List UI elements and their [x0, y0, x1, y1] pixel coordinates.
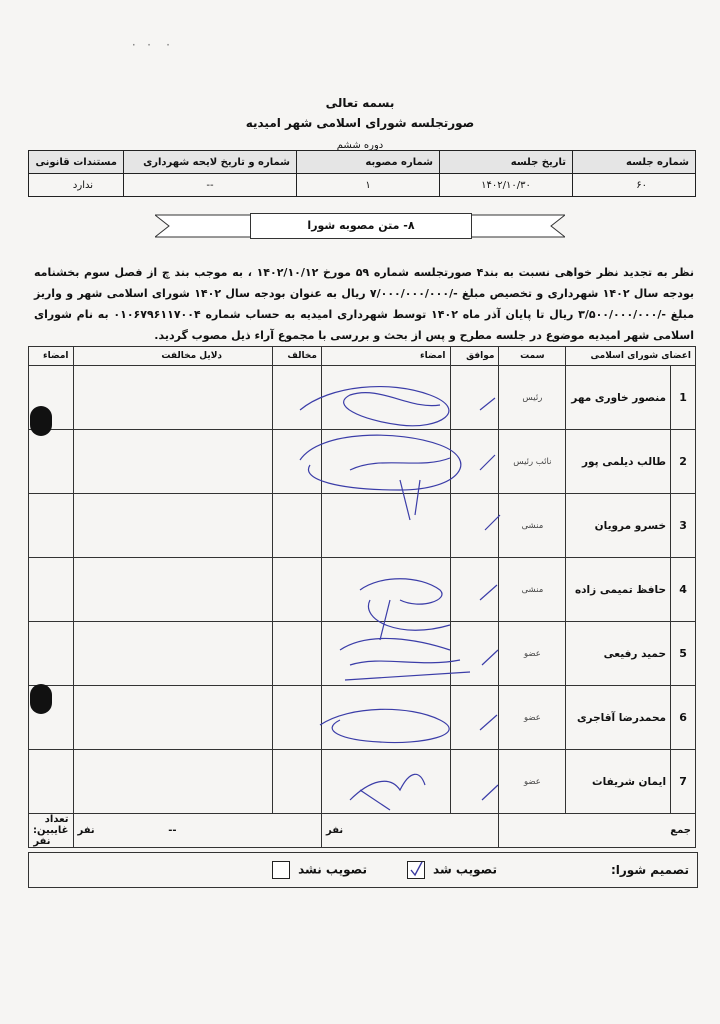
signature-cell-2 — [29, 750, 74, 814]
legal-basis: ندارد — [29, 174, 124, 197]
resolution-number: ۱ — [297, 174, 440, 197]
member-name: حمید رفیعی — [566, 622, 671, 686]
agree-cell — [450, 622, 499, 686]
reasons-cell — [73, 366, 273, 430]
absent-cell — [29, 814, 74, 848]
header-members: اعضای شورای اسلامی — [566, 347, 696, 366]
member-role: عضو — [499, 750, 566, 814]
member-row — [29, 750, 696, 814]
disagree-cell — [273, 558, 322, 622]
bill-number: -- — [124, 174, 297, 197]
signature-cell — [321, 686, 450, 750]
disagree-cell — [273, 686, 322, 750]
member-row — [29, 622, 696, 686]
header-agree: موافق — [450, 347, 499, 366]
signature-cell-2 — [29, 558, 74, 622]
punch-hole — [30, 684, 52, 714]
member-number: 6 — [671, 686, 696, 750]
member-row — [29, 430, 696, 494]
rejected-checkbox[interactable] — [272, 861, 290, 879]
members-table — [28, 346, 696, 848]
member-number: 4 — [671, 558, 696, 622]
agree-cell — [450, 750, 499, 814]
header-signature-2: امضاء — [29, 347, 74, 366]
meta-table — [28, 150, 696, 197]
signature-cell — [321, 366, 450, 430]
member-name: حافظ تمیمی زاده — [566, 558, 671, 622]
approved-checkbox[interactable] — [407, 861, 425, 879]
approved-option[interactable] — [407, 861, 497, 879]
header-signature: امضاء — [321, 347, 450, 366]
signature-cell — [321, 558, 450, 622]
disagree-cell — [273, 366, 322, 430]
member-role: منشی — [499, 558, 566, 622]
document-title: صورتجلسه شورای اسلامی شهر امیدیه — [245, 116, 475, 130]
header-position: سمت — [499, 347, 566, 366]
bismillah: بسمه تعالی — [325, 96, 395, 110]
session-number: ۶۰ — [573, 174, 696, 197]
disagree-total — [73, 814, 321, 848]
member-role: رئیس — [499, 366, 566, 430]
agree-cell — [450, 686, 499, 750]
agree-total-unit: نفر — [321, 814, 498, 848]
disagree-cell — [273, 750, 322, 814]
disagree-total-value: -- — [168, 825, 177, 836]
signature-cell — [321, 750, 450, 814]
decision-label: تصمیم شورا: — [610, 863, 689, 877]
agree-cell — [450, 430, 499, 494]
reasons-cell — [73, 686, 273, 750]
resolution-text: نظر به تجدید نظر خواهی نسبت به بند۴ صورتجلسه شماره ۵۹ مورخ ۱۴۰۲/۱۰/۱۲ ، به موجب بند چ از فصل سوم بخشنامه بودجه سال ۱۴۰۲ شهرداری و تخصیص مبلغ -/۷/۰۰۰/۰۰۰/۰۰۰ ریال به عنوان بودجه سال ۱۴۰۲ شورای اسلامی شهر و واریز مبلغ -/۳/۵۰۰/۰۰۰/۰۰۰ ریال تا پایان آذر ماه ۱۴۰۲ توسط شهرداری امیدیه به حساب شماره ۰۱۰۶۷۹۶۱۱۷۰۰۴ به نام شورای اسلامی شهر امیدیه موضوع در جلسه مطرح و پس از بحث و بررسی با مجموع آراء ذیل مصوب گردید. — [34, 266, 695, 342]
member-name: طالب دیلمی پور — [566, 430, 671, 494]
scan-speckle: · · · — [131, 38, 170, 52]
council-decision — [28, 852, 698, 888]
disagree-total-unit: نفر — [77, 825, 95, 836]
member-role: نائب رئیس — [499, 430, 566, 494]
rejected-option[interactable] — [272, 861, 367, 879]
rejected-label: تصویب نشد — [298, 862, 367, 877]
session-date: ۱۴۰۲/۱۰/۳۰ — [440, 174, 573, 197]
meta-header-cell: شماره جلسه — [573, 151, 696, 174]
member-number: 3 — [671, 494, 696, 558]
reasons-cell — [73, 430, 273, 494]
meta-header-cell: شماره مصوبه — [297, 151, 440, 174]
member-number: 1 — [671, 366, 696, 430]
disagree-cell — [273, 494, 322, 558]
disagree-cell — [273, 430, 322, 494]
agree-cell — [450, 494, 499, 558]
agree-cell — [450, 366, 499, 430]
member-row — [29, 366, 696, 430]
member-number: 2 — [671, 430, 696, 494]
signature-cell-2 — [29, 494, 74, 558]
punch-hole — [30, 406, 52, 436]
header-disagree: مخالف — [273, 347, 322, 366]
total-label: جمع — [499, 814, 696, 848]
approved-label: تصویب شد — [433, 862, 497, 877]
meta-header-row — [29, 151, 696, 174]
total-row — [29, 814, 696, 848]
member-role: منشی — [499, 494, 566, 558]
members-header-row — [29, 347, 696, 366]
meta-value-row — [29, 174, 696, 197]
term-label: دوره ششم — [336, 140, 384, 151]
meta-header-cell: تاریخ جلسه — [440, 151, 573, 174]
member-row — [29, 558, 696, 622]
signature-cell-2 — [29, 622, 74, 686]
section-title: ۸- متن مصوبه شورا — [250, 213, 472, 239]
member-number: 7 — [671, 750, 696, 814]
member-role: عضو — [499, 686, 566, 750]
member-name: منصور خاوری مهر — [566, 366, 671, 430]
member-name: ایمان شریفات — [566, 750, 671, 814]
member-name: خسرو مرویان — [566, 494, 671, 558]
member-row — [29, 686, 696, 750]
member-name: محمدرضا آقاجری — [566, 686, 671, 750]
section-banner — [155, 213, 565, 239]
signature-cell — [321, 622, 450, 686]
disagree-cell — [273, 622, 322, 686]
signature-cell-2 — [29, 430, 74, 494]
absent-label: تعداد غایبین: — [33, 814, 69, 836]
header-reasons: دلایل مخالفت — [73, 347, 273, 366]
meta-header-cell: مستندات قانونی — [29, 151, 124, 174]
member-row — [29, 494, 696, 558]
absent-unit: نفر — [33, 836, 51, 847]
agree-cell — [450, 558, 499, 622]
member-number: 5 — [671, 622, 696, 686]
reasons-cell — [73, 750, 273, 814]
reasons-cell — [73, 494, 273, 558]
check-mark-icon — [408, 862, 424, 878]
signature-cell — [321, 494, 450, 558]
member-role: عضو — [499, 622, 566, 686]
signature-cell — [321, 430, 450, 494]
reasons-cell — [73, 622, 273, 686]
reasons-cell — [73, 558, 273, 622]
meta-header-cell: شماره و تاریخ لایحه شهرداری — [124, 151, 297, 174]
